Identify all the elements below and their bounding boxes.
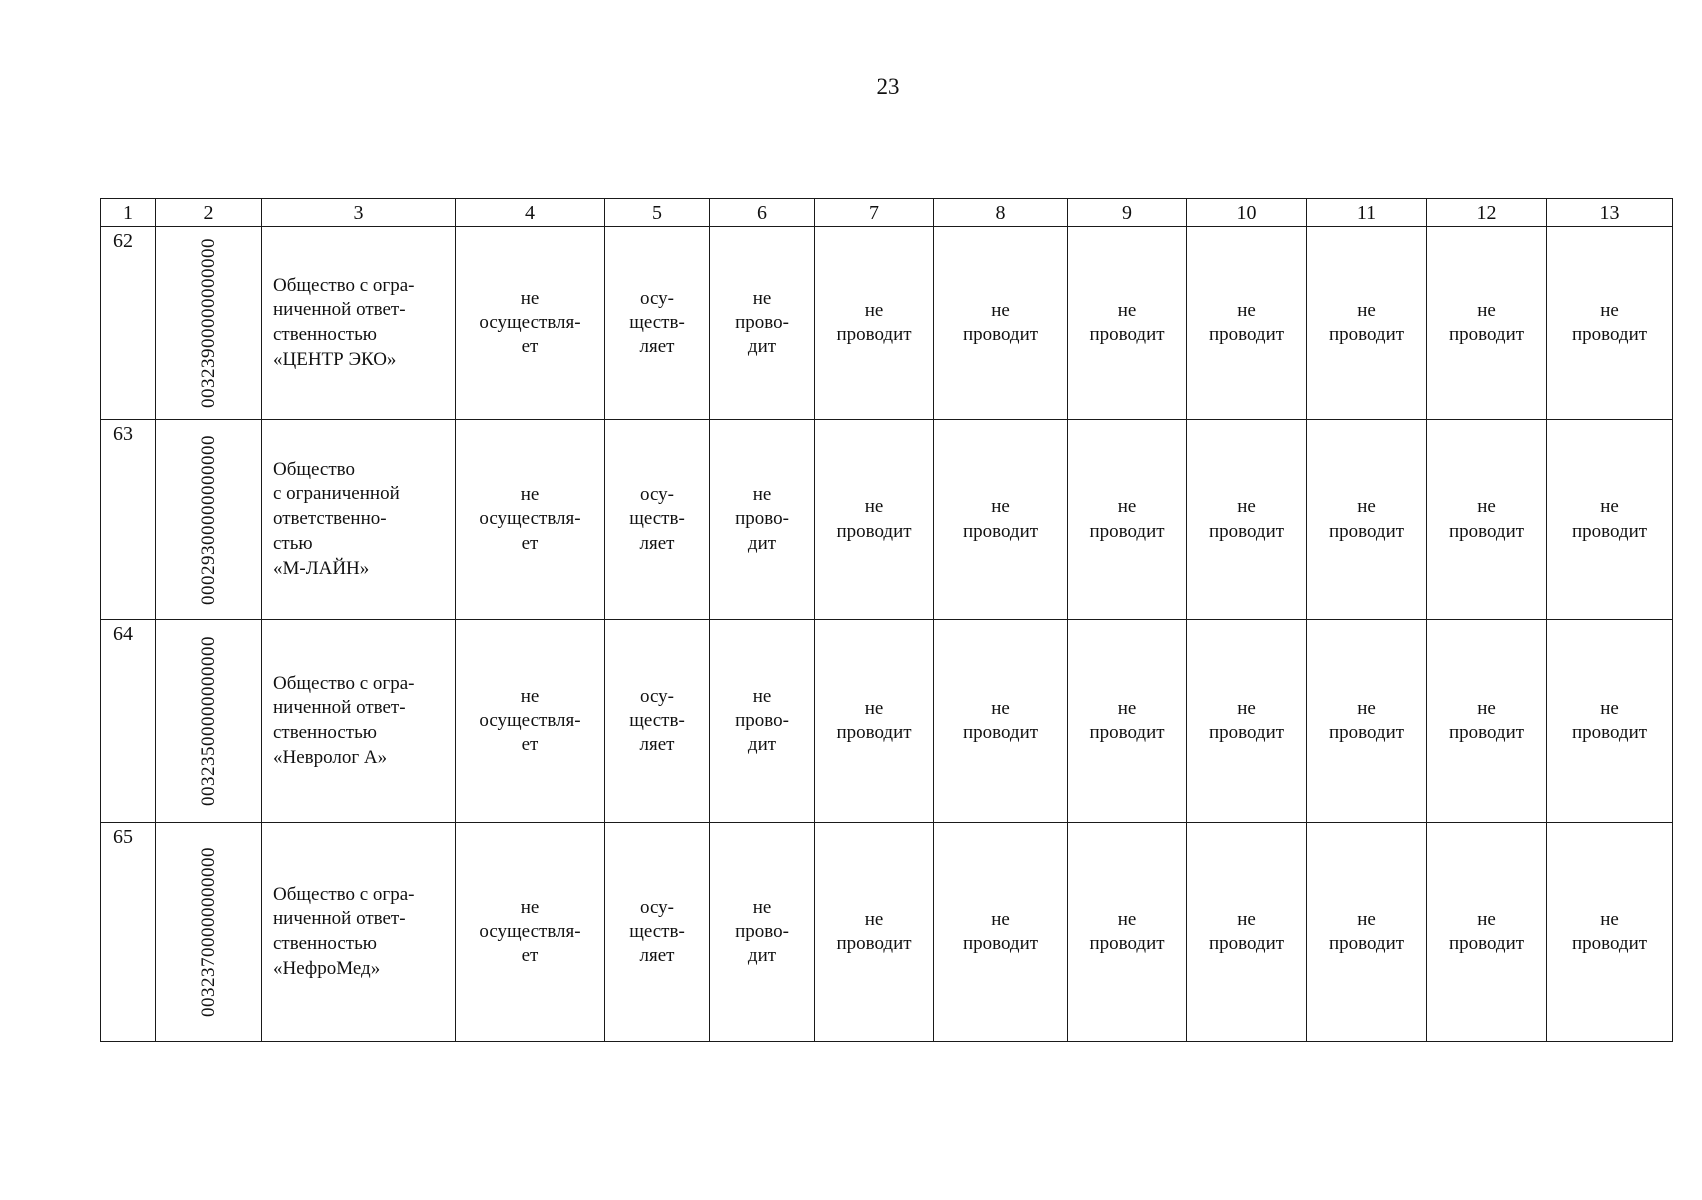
status-text-line: не (1477, 299, 1496, 321)
status-text-line: ляет (639, 945, 675, 967)
status-cell-col-11 (1307, 420, 1427, 620)
column-header-8: 8 (934, 199, 1068, 227)
column-header-11: 11 (1307, 199, 1427, 227)
status-text-line: не (1117, 697, 1137, 719)
status-cell-col-8 (934, 620, 1068, 823)
status-text-line: не (991, 908, 1010, 930)
organization-name (262, 227, 456, 420)
status-text-line: дит (747, 336, 777, 358)
status-cell-col-4 (456, 227, 605, 420)
organization-name-line: «ЦЕНТР ЭКО» (273, 348, 397, 370)
page-number: 23 (876, 74, 900, 99)
status-text-line: не (1237, 496, 1256, 518)
status-cell-col-10 (1187, 823, 1307, 1042)
registry-table (100, 198, 1673, 1042)
status-text-line: осуществля- (479, 709, 581, 731)
status-cell-col-10 (1187, 620, 1307, 823)
organization-name-line: Общество (273, 458, 356, 480)
status-cell-col-13 (1547, 620, 1673, 823)
status-text-line: ществ- (629, 508, 685, 530)
status-cell-col-7 (815, 823, 934, 1042)
status-text-line: не (864, 496, 884, 518)
status-text-line: проводит (1208, 324, 1285, 345)
column-header-3: 3 (262, 199, 456, 227)
organization-name (262, 420, 456, 620)
status-text-line: ществ- (629, 311, 685, 333)
table-row (101, 620, 1673, 823)
status-text-line: проводит (1448, 324, 1525, 345)
status-text-line: дит (747, 945, 777, 967)
registry-code-cell (156, 227, 262, 420)
table-body (101, 227, 1673, 1042)
status-text-line: проводит (1089, 324, 1165, 345)
status-text-line: осуществля- (479, 508, 581, 530)
status-text-line: не (991, 496, 1010, 518)
status-text-line: проводит (962, 520, 1039, 542)
status-cell-col-9 (1068, 620, 1187, 823)
table-row (101, 420, 1673, 620)
status-text-line: прово- (735, 311, 789, 333)
table-row (101, 227, 1673, 420)
status-text-line: не (1117, 496, 1137, 518)
status-cell-col-11 (1307, 227, 1427, 420)
status-text-line: осу- (640, 484, 674, 506)
status-text-line: не (1237, 697, 1256, 719)
status-text-line: прово- (735, 920, 789, 942)
status-cell-col-13 (1547, 823, 1673, 1042)
status-text-line: ществ- (629, 709, 685, 731)
status-text-line: ществ- (629, 920, 685, 942)
registry-code: 00323700000000000 (197, 847, 219, 1017)
status-cell-col-11 (1307, 620, 1427, 823)
organization-name-line: ственностью (273, 722, 377, 743)
column-header-5: 5 (605, 199, 710, 227)
status-text-line: ляет (639, 532, 675, 554)
status-text-line: проводит (1328, 933, 1405, 954)
status-cell-col-12 (1427, 823, 1547, 1042)
status-text-line: не (1477, 697, 1496, 719)
status-text-line: проводит (1089, 933, 1165, 954)
status-text-line: не (1600, 908, 1619, 930)
status-text-line: ет (521, 945, 539, 967)
status-cell-col-7 (815, 620, 934, 823)
status-text-line: не (520, 287, 540, 309)
status-text-line: не (991, 299, 1010, 321)
status-text-line: не (864, 299, 884, 321)
status-text-line: проводит (1448, 933, 1525, 954)
row-number: 64 (101, 620, 156, 823)
column-header-4: 4 (456, 199, 605, 227)
status-text-line: проводит (1448, 520, 1525, 542)
status-text-line: проводит (1571, 933, 1648, 954)
status-cell-col-6 (710, 227, 815, 420)
organization-name-line: Общество с огра- (273, 883, 415, 905)
status-text-line: проводит (1571, 722, 1648, 743)
status-text-line: не (752, 896, 772, 918)
status-cell-col-10 (1187, 420, 1307, 620)
status-cell-col-13 (1547, 227, 1673, 420)
status-text-line: проводит (836, 722, 912, 743)
registry-code-cell (156, 620, 262, 823)
status-text-line: не (1357, 299, 1376, 321)
status-text-line: осу- (640, 685, 674, 707)
status-text-line: проводит (1089, 520, 1165, 542)
status-cell-col-9 (1068, 227, 1187, 420)
organization-name-line: ниченной ответ- (273, 697, 406, 719)
status-cell-col-5 (605, 620, 710, 823)
status-text-line: не (1117, 908, 1137, 930)
status-cell-col-8 (934, 420, 1068, 620)
status-text-line: проводит (1208, 722, 1285, 743)
column-number-row (101, 199, 1673, 227)
status-text-line: не (1357, 697, 1376, 719)
organization-name-line: «Невролог А» (273, 746, 388, 768)
status-text-line: не (1600, 697, 1619, 719)
status-text-line: осуществля- (479, 311, 581, 333)
status-cell-col-11 (1307, 823, 1427, 1042)
status-text-line: проводит (1571, 520, 1648, 542)
status-cell-col-12 (1427, 620, 1547, 823)
organization-name (262, 620, 456, 823)
status-cell-col-4 (456, 420, 605, 620)
table-row (101, 823, 1673, 1042)
organization-name-line: Общество с огра- (273, 672, 415, 694)
status-cell-col-4 (456, 823, 605, 1042)
status-text-line: проводит (962, 933, 1039, 954)
status-text-line: не (1237, 908, 1256, 930)
column-header-12: 12 (1427, 199, 1547, 227)
status-cell-col-5 (605, 227, 710, 420)
status-cell-col-7 (815, 227, 934, 420)
column-header-6: 6 (710, 199, 815, 227)
column-header-2: 2 (156, 199, 262, 227)
status-text-line: не (1237, 299, 1256, 321)
status-text-line: не (520, 685, 540, 707)
status-text-line: не (752, 484, 772, 506)
column-header-7: 7 (815, 199, 934, 227)
registry-code: 00323500000000000 (197, 636, 219, 806)
status-text-line: проводит (962, 324, 1039, 345)
status-cell-col-6 (710, 420, 815, 620)
status-text-line: не (752, 287, 772, 309)
status-text-line: не (864, 908, 884, 930)
status-cell-col-12 (1427, 420, 1547, 620)
row-number: 62 (101, 227, 156, 420)
status-text-line: не (1600, 496, 1619, 518)
status-text-line: осу- (640, 896, 674, 918)
status-text-line: не (1117, 299, 1137, 321)
registry-code-cell (156, 823, 262, 1042)
organization-name-line: Общество с огра- (273, 274, 415, 296)
status-cell-col-8 (934, 227, 1068, 420)
status-cell-col-7 (815, 420, 934, 620)
status-cell-col-6 (710, 823, 815, 1042)
column-header-10: 10 (1187, 199, 1307, 227)
status-text-line: осуществля- (479, 920, 581, 942)
status-text-line: дит (747, 532, 777, 554)
status-text-line: не (1357, 908, 1376, 930)
status-text-line: ет (521, 532, 539, 554)
column-header-9: 9 (1068, 199, 1187, 227)
organization-name-line: «М-ЛАЙН» (273, 557, 370, 579)
status-text-line: не (1600, 299, 1619, 321)
status-text-line: прово- (735, 508, 789, 530)
status-text-line: проводит (1571, 324, 1648, 345)
organization-name-line: «НефроМед» (273, 957, 381, 979)
status-text-line: ляет (639, 734, 675, 756)
status-text-line: не (1357, 496, 1376, 518)
status-cell-col-4 (456, 620, 605, 823)
status-text-line: проводит (1448, 722, 1525, 743)
status-text-line: ет (521, 336, 539, 358)
column-header-13: 13 (1547, 199, 1673, 227)
organization-name-line: ответственно- (273, 508, 387, 530)
status-text-line: проводит (836, 324, 912, 345)
row-number: 63 (101, 420, 156, 620)
status-text-line: не (752, 685, 772, 707)
status-text-line: проводит (962, 722, 1039, 743)
status-text-line: проводит (1328, 324, 1405, 345)
organization-name-line: ственностью (273, 933, 377, 954)
status-cell-col-10 (1187, 227, 1307, 420)
registry-code: 00029300000000000 (197, 434, 219, 605)
organization-name-line: ниченной ответ- (273, 908, 406, 930)
row-number: 65 (101, 823, 156, 1042)
organization-name-line: стью (273, 532, 313, 554)
status-cell-col-9 (1068, 420, 1187, 620)
status-text-line: ет (521, 734, 539, 756)
status-text-line: не (1477, 908, 1496, 930)
status-text-line: не (1477, 496, 1496, 518)
status-text-line: дит (747, 734, 777, 756)
status-cell-col-5 (605, 823, 710, 1042)
status-text-line: осу- (640, 287, 674, 309)
status-text-line: не (991, 697, 1010, 719)
status-cell-col-8 (934, 823, 1068, 1042)
status-text-line: проводит (1089, 722, 1165, 743)
status-cell-col-12 (1427, 227, 1547, 420)
status-text-line: не (520, 896, 540, 918)
status-text-line: прово- (735, 709, 789, 731)
status-cell-col-6 (710, 620, 815, 823)
status-text-line: не (520, 484, 540, 506)
organization-name-line: ственностью (273, 324, 377, 345)
organization-name-line: с ограниченной (273, 483, 400, 505)
registry-code: 00323900000000000 (197, 238, 219, 408)
status-text-line: ляет (639, 336, 675, 358)
status-text-line: проводит (1328, 520, 1405, 542)
status-text-line: проводит (836, 520, 912, 542)
status-cell-col-5 (605, 420, 710, 620)
status-text-line: проводит (1328, 722, 1405, 743)
status-text-line: проводит (1208, 520, 1285, 542)
status-cell-col-9 (1068, 823, 1187, 1042)
status-text-line: проводит (836, 933, 912, 954)
status-text-line: проводит (1208, 933, 1285, 954)
column-header-1: 1 (101, 199, 156, 227)
status-text-line: не (864, 697, 884, 719)
organization-name (262, 823, 456, 1042)
organization-name-line: ниченной ответ- (273, 299, 406, 321)
status-cell-col-13 (1547, 420, 1673, 620)
registry-code-cell (156, 420, 262, 620)
